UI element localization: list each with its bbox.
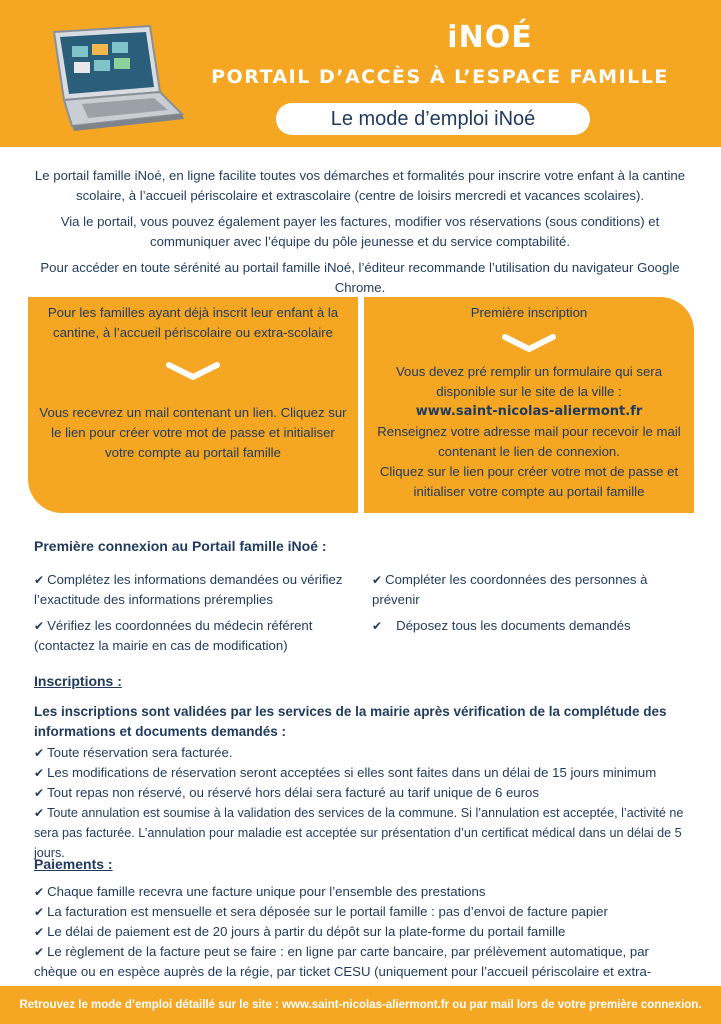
list-item: ✔ Tout repas non réservé, ou réservé hors délai sera facturé au tarif unique de 6 euros <box>34 785 539 800</box>
check-icon: ✔ <box>34 766 45 780</box>
first-registration-text: Cliquez sur le lien pour créer votre mot de passe et initialiser votre compte au portail famille <box>379 464 679 499</box>
footer-banner <box>0 986 721 1024</box>
check-icon: ✔ <box>34 905 45 919</box>
list-item: ✔ La facturation est mensuelle et sera déposée sur le portail famille : pas d’envoi de facture papier <box>34 904 608 919</box>
header-banner <box>0 0 721 147</box>
check-icon: ✔ <box>34 945 45 959</box>
city-website-link[interactable]: www.saint-nicolas-aliermont.fr <box>415 404 643 419</box>
intro-paragraph: Le portail famille iNoé, en ligne facilite toutes vos démarches et formalités pour inscrire votre enfant à la cantine scolaire, à l’accueil périscolaire et extrascolaire (centre de loisirs mercredi et vacances scolaires). <box>34 168 686 203</box>
check-icon: ✔ <box>34 885 45 899</box>
laptop-icon <box>42 22 192 132</box>
inscriptions-lead: Les inscriptions sont validées par les services de la mairie après vérification de la complétude des informations et documents demandés : <box>34 704 667 739</box>
list-item: ✔ Le délai de paiement est de 20 jours à partir du dépôt sur la plate-forme du portail famille <box>34 924 566 939</box>
list-item: ✔ Déposez tous les documents demandés <box>372 618 631 633</box>
check-icon: ✔ <box>34 746 45 760</box>
intro-paragraph: Via le portail, vous pouvez également payer les factures, modifier vos réservations (sous conditions) et communiquer avec l’équipe du pôle jeunesse et du service comptabilité. <box>60 214 660 249</box>
list-item: ✔ Chaque famille recevra une facture unique pour l’ensemble des prestations <box>34 884 486 899</box>
check-icon: ✔ <box>34 619 45 633</box>
check-icon: ✔ <box>34 925 45 939</box>
existing-families-instructions: Vous recevrez un mail contenant un lien. Cliquez sur le lien pour créer votre mot de passe et initialiser votre compte au portail famille <box>39 405 347 460</box>
payments-title: Paiements : <box>34 856 113 872</box>
existing-families-box <box>28 297 358 513</box>
list-item: ✔ Les modifications de réservation seront acceptées si elles sont faites dans un délai de 15 jours minimum <box>34 765 657 780</box>
list-item: ✔ Le règlement de la facture peut se faire : en ligne par carte bancaire, par prélèvement automatique, par chèque ou en espèce auprès de la régie, par ticket CESU (uniquement pour l’accueil périscolaire et extra- <box>34 944 652 979</box>
first-login-title: Première connexion au Portail famille iNoé : <box>34 538 327 554</box>
list-item: ✔ Compléter les coordonnées des personnes à prévenir <box>372 572 648 607</box>
intro-paragraph: Pour accéder en toute sérénité au portail famille iNoé, l’éditeur recommande l’utilisation du navigateur Google Chrome. <box>40 260 680 295</box>
first-registration-heading: Première inscription <box>470 305 588 320</box>
list-item: ✔ Vérifiez les coordonnées du médecin référent (contactez la mairie en cas de modification) <box>34 618 313 653</box>
portal-subtitle: PORTAIL D’ACCÈS À L’ESPACE FAMILLE <box>211 66 669 88</box>
check-icon: ✔ <box>34 573 45 587</box>
footer-text: Retrouvez le mode d’emploi détaillé sur le site : www.saint-nicolas-aliermont.fr ou par mail lors de votre première connexion. <box>19 999 702 1011</box>
check-icon: ✔ <box>372 619 383 633</box>
list-item: ✔ Complétez les informations demandées ou vérifiez l’exactitude des informations préremplies <box>34 572 343 607</box>
check-icon: ✔ <box>34 806 45 820</box>
chevron-down-icon <box>163 359 223 383</box>
list-item: ✔ Toute annulation est soumise à la validation des services de la commune. Si l’annulation est acceptée, l’activité ne sera pas facturée. L’annulation pour maladie est acceptée sur présentation d’un certificat médical dans un délai de 5 jours. <box>34 806 684 860</box>
intro-text <box>30 166 690 304</box>
first-registration-text: Vous devez pré remplir un formulaire qui sera disponible sur le site de la ville : <box>395 364 663 399</box>
user-guide-label: Le mode d’emploi iNoé <box>276 103 590 135</box>
existing-families-heading: Pour les familles ayant déjà inscrit leur enfant à la cantine, à l’accueil périscolaire ou extra-scolaire <box>47 305 339 340</box>
check-icon: ✔ <box>34 786 45 800</box>
list-item: ✔ Toute réservation sera facturée. <box>34 745 233 760</box>
check-icon: ✔ <box>372 573 383 587</box>
chevron-down-icon <box>499 331 559 355</box>
app-title: iNOÉ <box>447 20 533 55</box>
inscriptions-title: Inscriptions : <box>34 673 122 689</box>
first-registration-box <box>364 297 694 513</box>
first-registration-text: Renseignez votre adresse mail pour recevoir le mail contenant le lien de connexion. <box>377 424 681 459</box>
